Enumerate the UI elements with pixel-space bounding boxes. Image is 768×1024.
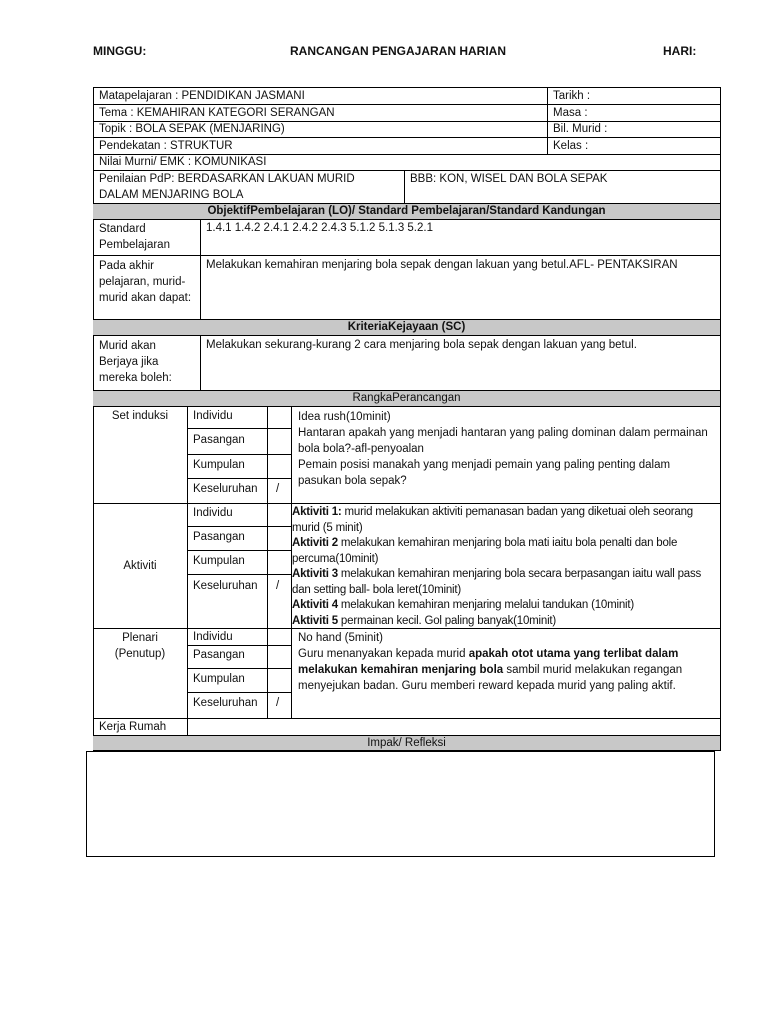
standard-value: 1.4.1 1.4.2 2.4.1 2.4.2 2.4.3 5.1.2 5.1.3 5.2.1 <box>206 222 433 234</box>
aktiviti-mode-individu: Individu <box>193 507 233 519</box>
plenari-mode-pasangan: Pasangan <box>193 649 245 661</box>
set-induksi-mode-pasangan: Pasangan <box>193 434 245 446</box>
refleksi-box[interactable] <box>86 751 715 857</box>
kelas-field: Kelas : <box>553 140 589 152</box>
kriteria-value: Melakukan sekurang-kurang 2 cara menjaring bola sepak dengan lakuan yang betul. <box>206 339 637 351</box>
tarikh-field: Tarikh : <box>553 90 591 102</box>
kriteria-band: KriteriaKejayaan (SC) <box>93 319 720 336</box>
objektif-value: Melakukan kemahiran menjaring bola sepak dengan lakuan yang betul.AFL- PENTAKSIRAN <box>206 259 678 271</box>
kerja-rumah-label: Kerja Rumah <box>99 721 167 733</box>
penilaian-field: Penilaian PdP: BERDASARKAN LAKUAN MURID DALAM MENJARING BOLA <box>99 173 355 201</box>
aktiviti-item: Aktiviti 1: murid melakukan aktiviti pemanasan badan yang diketuai oleh seorang murid (5 minit) <box>292 506 693 534</box>
plenari-content <box>292 629 720 695</box>
plenari-line: No hand (5minit) <box>298 632 384 644</box>
page-title: RANCANGAN PENGAJARAN HARIAN <box>290 44 507 58</box>
minggu-label: MINGGU: <box>93 44 147 58</box>
aktiviti-item: Aktiviti 2 melakukan kemahiran menjaring bola mati iaitu bola penalti dan bole percuma(10minit) <box>292 537 678 565</box>
kriteria-label: Murid akan Berjaya jika mereka boleh: <box>99 340 172 384</box>
pendekatan-field: Pendekatan : STRUKTUR <box>99 140 233 152</box>
aktiviti-item: Aktiviti 5 permainan kecil. Gol paling banyak(10minit) <box>292 614 557 627</box>
matapelajaran-field: Matapelajaran : PENDIDIKAN JASMANI <box>99 90 305 102</box>
bil-murid-field: Bil. Murid : <box>553 123 608 135</box>
set-induksi-content <box>292 408 720 490</box>
rangka-band: RangkaPerancangan <box>93 390 720 407</box>
aktiviti-label: Aktiviti <box>123 560 157 572</box>
hari-label: HARI: <box>663 44 697 58</box>
plenari-line: Guru menanyakan kepada murid apakah otot utama yang terlibat dalam melakukan kemahiran menjaring bola sambil murid melakukan regangan menyejukan badan. Guru memberi reward kepada murid yang paling aktif. <box>298 648 683 692</box>
set-induksi-label: Set induksi <box>111 410 169 422</box>
set-induksi-mode-keseluruhan: Keseluruhan <box>193 483 258 495</box>
standard-label: Standard Pembelajaran <box>99 223 170 251</box>
plenari-mode-individu: Individu <box>193 631 233 643</box>
aktiviti-item: Aktiviti 3 melakukan kemahiran menjaring bola secara berpasangan iaitu wall pass dan setting ball- bola leret(10minit) <box>292 568 702 596</box>
tema-field: Tema : KEMAHIRAN KATEGORI SERANGAN <box>99 107 335 119</box>
plenari-checkmark: / <box>276 697 280 709</box>
set-induksi-mode-kumpulan: Kumpulan <box>193 459 245 471</box>
objektif-label: Pada akhir pelajaran, murid-murid akan dapat: <box>99 260 192 304</box>
bbb-field: BBB: KON, WISEL DAN BOLA SEPAK <box>410 173 608 185</box>
nilai-murni-field: Nilai Murni/ EMK : KOMUNIKASI <box>99 156 267 168</box>
set-induksi-checkmark: / <box>276 483 280 495</box>
plenari-mode-keseluruhan: Keseluruhan <box>193 697 258 709</box>
aktiviti-mode-keseluruhan: Keseluruhan <box>193 580 258 592</box>
set-induksi-line: Pemain posisi manakah yang menjadi pemain yang paling penting dalam pasukan bola sepak? <box>298 459 671 487</box>
objektif-band: ObjektifPembelajaran (LO)/ Standard Pembelajaran/Standard Kandungan <box>93 203 720 220</box>
aktiviti-checkmark: / <box>276 580 280 592</box>
set-induksi-line: Hantaran apakah yang menjadi hantaran yang paling dominan dalam permainan bola bola?-afl-penyoalan <box>298 427 708 455</box>
masa-field: Masa : <box>553 107 588 119</box>
plenari-label: Plenari (Penutup) <box>114 632 166 660</box>
aktiviti-item: Aktiviti 4 melakukan kemahiran menjaring melalui tandukan (10minit) <box>292 599 634 611</box>
impak-band: Impak/ Refleksi <box>93 735 720 751</box>
set-induksi-line: Idea rush(10minit) <box>298 411 391 423</box>
plenari-mode-kumpulan: Kumpulan <box>193 673 245 685</box>
aktiviti-mode-kumpulan: Kumpulan <box>193 555 245 567</box>
aktiviti-content <box>286 504 722 630</box>
set-induksi-mode-individu: Individu <box>193 410 233 422</box>
page-header <box>0 44 768 60</box>
topik-field: Topik : BOLA SEPAK (MENJARING) <box>99 123 285 135</box>
aktiviti-mode-pasangan: Pasangan <box>193 531 245 543</box>
